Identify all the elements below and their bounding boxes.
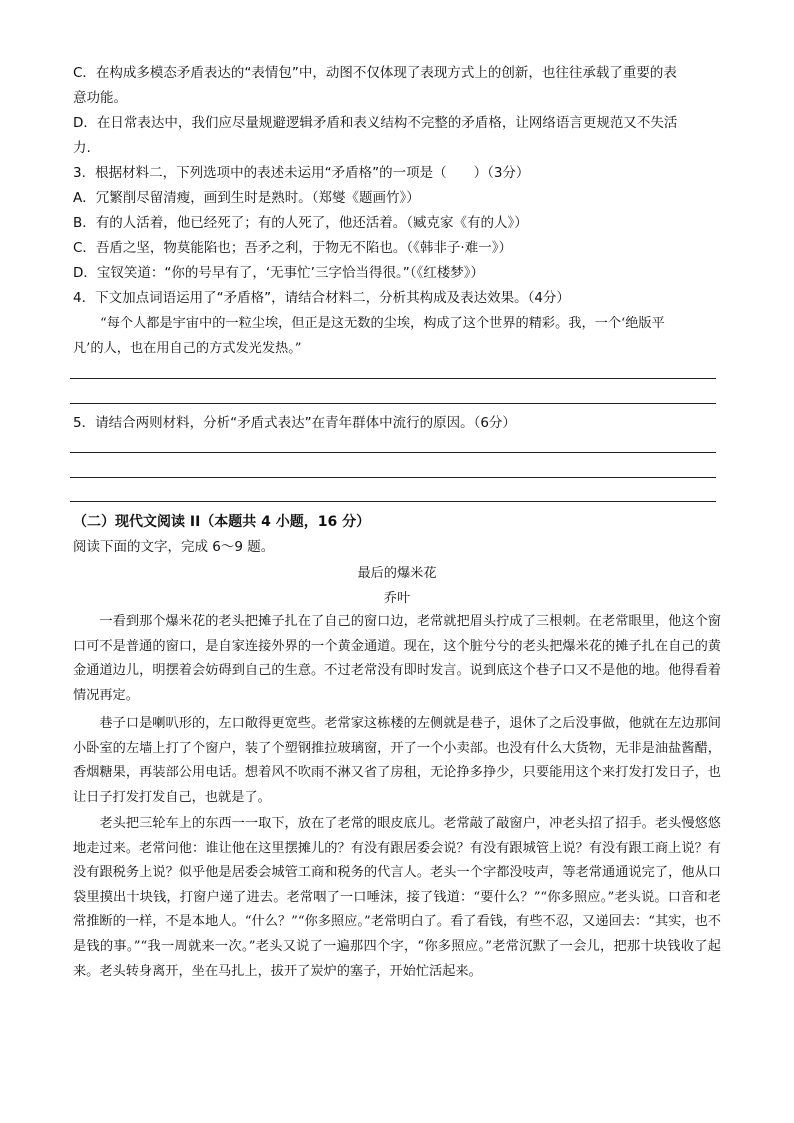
passage-paragraph-1: 一看到那个爆米花的老头把摊子扎在了自己的窗口边，老常就把眉头拧成了三根刺。在老常眼里，他这个窗口可不是普通的窗口，是自家连接外界的一个黄金通道。现在，这个脏兮兮的老头把爆米花的摊子扎在自己的黄金通道边儿，明摆着会妨碍到自己的生意。不过老常没有即时发言。说到底这个巷子口又不是他的地。他得看着情况再定。 — [73, 614, 721, 703]
option-d-prev-line2: 力. — [73, 140, 91, 156]
passage-paragraph-2: 巷子口是喇叭形的，左口敞得更宽些。老常家这栋楼的左侧就是巷子，退休了之后没事做，他就在左边那间小卧室的左墙上打了个窗户，装了个塑钢推拉玻璃窗，开了一个小卖部。也没有什么大货物，无非是油盐酱醋，香烟糖果，再装部公用电话。想着风不吹雨不淋又省了房租，无论挣多挣少，只要能用这个来打发打发日子，也让日子打发打发自己，也就是了。 — [73, 716, 721, 805]
answer-line[interactable] — [70, 403, 716, 404]
answer-line[interactable] — [70, 477, 716, 478]
question-3-option-a: A．冗繁削尽留清瘦，画到生时是熟时。（郑燮《题画竹》） — [73, 190, 420, 206]
answer-line[interactable] — [70, 378, 716, 379]
option-c-prev-line2: 意功能。 — [73, 90, 127, 106]
option-d-prev-line1: D．在日常表达中，我们应尽量规避逻辑矛盾和表义结构不完整的矛盾格，让网络语言更规范又不失活 — [73, 115, 678, 131]
question-4-quote-line2: 凡’的人，也在用自己的方式发光发热。” — [73, 341, 302, 356]
question-3-option-b: B．有的人活着，他已经死了；有的人死了，他还活着。（臧克家《有的人》） — [73, 215, 528, 231]
section-instruction: 阅读下面的文字，完成 6～9 题。 — [73, 539, 275, 555]
section-title: （二）现代文阅读 II（本题共 4 小题，16 分） — [73, 514, 371, 530]
story-title: 最后的爆米花 — [357, 566, 437, 581]
answer-line[interactable] — [70, 501, 716, 502]
question-3-option-d: D．宝钗笑道：“你的号早有了，‘无事忙’三字恰当得很。”（《红楼梦》） — [73, 265, 484, 281]
question-3-option-c: C．吾盾之坚，物莫能陷也；吾矛之利，于物无不陷也。（《韩非子·难一》） — [73, 240, 512, 256]
story-author: 乔叶 — [383, 591, 411, 606]
option-c-prev-line1: C．在构成多模态矛盾表达的“表情包”中，动图不仅体现了表现方式上的创新，也往往承载了重要的表 — [73, 65, 677, 81]
question-4-quote-line1: “每个人都是宇宙中的一粒尘埃，但正是这无数的尘埃，构成了这个世界的精彩。我，一个‘绝版平 — [100, 316, 665, 331]
question-5-stem: 5．请结合两则材料，分析“矛盾式表达”在青年群体中流行的原因。（6分） — [73, 415, 516, 431]
answer-line[interactable] — [70, 452, 716, 453]
question-4-stem: 4．下文加点词语运用了“矛盾格”，请结合材料二，分析其构成及表达效果。（4分） — [73, 290, 570, 306]
question-3-stem: 3．根据材料二，下列选项中的表述未运用“矛盾格”的一项是（ ）（3分） — [73, 165, 530, 181]
passage-paragraph-3: 老头把三轮车上的东西一一取下，放在了老常的眼皮底儿。老常敲了敲窗户，冲老头招了招手。老头慢悠悠地走过来。老常问他：谁让他在这里摆摊儿的？有没有跟居委会说？有没有跟城管上说？有没有跟工商上说？有没有跟税务上说？似乎他是居委会城管工商和税务的代言人。老头一个字都没吱声，等老常通通说完了，他从口袋里摸出十块钱，打窗户递了进去。老常咽了一口唾沫，接了钱道：“要什么？”“你多照应。”老头说。口音和老常推断的一样，不是本地人。“什么？”“你多照应。”老常明白了。看了看钱，有些不忍，又递回去：“其实，也不是钱的事。”“我一周就来一次。”老头又说了一遍那四个字，“你多照应。”老常沉默了一会儿，把那十块钱收了起来。老头转身离开，坐在马扎上，拔开了炭炉的塞子，开始忙活起来。 — [73, 816, 721, 979]
